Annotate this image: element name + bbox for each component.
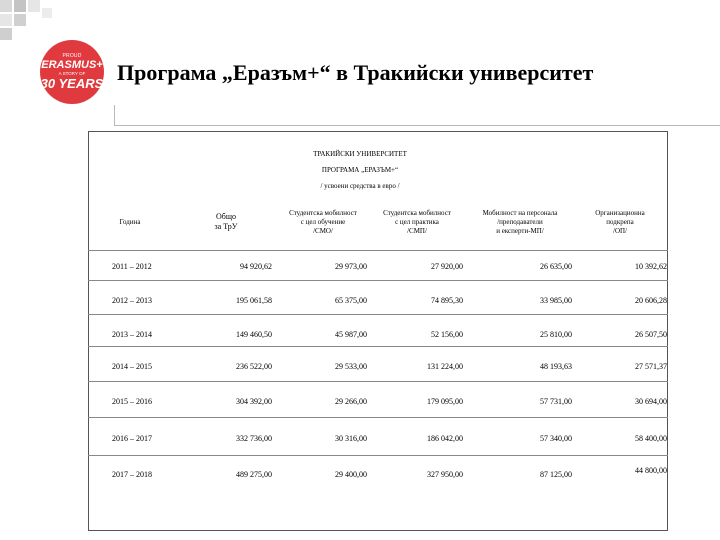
- row-divider: [88, 280, 668, 281]
- cell-total: 236 522,00: [236, 362, 272, 371]
- cell-year: 2016 – 2017: [112, 434, 152, 443]
- row-divider: [88, 250, 668, 251]
- cell-smp: 52 156,00: [431, 330, 463, 339]
- cell-op: 10 392,62: [635, 262, 667, 271]
- cell-smp: 327 950,00: [427, 470, 463, 479]
- cell-total: 304 392,00: [236, 397, 272, 406]
- cell-year: 2015 – 2016: [112, 397, 152, 406]
- cell-smo: 29 533,00: [335, 362, 367, 371]
- cell-op: 44 800,00: [635, 466, 667, 475]
- column-header-2: [278, 209, 368, 236]
- table-frame: [88, 131, 668, 531]
- column-header-line: /СМП/: [407, 227, 427, 235]
- cell-year: 2012 – 2013: [112, 296, 152, 305]
- cell-year: 2017 – 2018: [112, 470, 152, 479]
- cell-year: 2011 – 2012: [112, 262, 152, 271]
- column-header-1: [196, 212, 256, 232]
- logo-line-2: ERASMUS+: [41, 58, 103, 71]
- logo-line-4: 30 YEARS: [40, 76, 104, 92]
- column-header-line: с цел практика: [395, 218, 439, 226]
- column-header-0: [100, 218, 160, 227]
- cell-op: 26 507,50: [635, 330, 667, 339]
- row-divider: [88, 417, 668, 418]
- column-header-line: /СМО/: [313, 227, 333, 235]
- cell-mp: 87 125,00: [540, 470, 572, 479]
- decorative-squares: [0, 0, 60, 45]
- column-header-line: Студентска мобилност: [289, 209, 357, 217]
- row-divider: [88, 455, 668, 456]
- column-header-line: Мобилност на персонала: [482, 209, 558, 217]
- cell-total: 489 275,00: [236, 470, 272, 479]
- cell-smp: 179 095,00: [427, 397, 463, 406]
- cell-op: 30 694,00: [635, 397, 667, 406]
- column-header-5: [580, 209, 660, 236]
- logo-line-1: PROUD: [62, 52, 82, 59]
- cell-year: 2013 – 2014: [112, 330, 152, 339]
- cell-smp: 131 224,00: [427, 362, 463, 371]
- cell-op: 20 606,28: [635, 296, 667, 305]
- cell-smo: 29 266,00: [335, 397, 367, 406]
- cell-total: 195 061,58: [236, 296, 272, 305]
- cell-mp: 25 810,00: [540, 330, 572, 339]
- column-header-line: Общо: [215, 212, 236, 221]
- column-header-3: [372, 209, 462, 236]
- cell-mp: 26 635,00: [540, 262, 572, 271]
- cell-smo: 45 987,00: [335, 330, 367, 339]
- column-header-line: Организационна: [595, 209, 645, 217]
- cell-smo: 29 973,00: [335, 262, 367, 271]
- cell-smp: 27 920,00: [431, 262, 463, 271]
- column-header-line: /преподаватели: [497, 218, 543, 226]
- cell-total: 94 920,62: [240, 262, 272, 271]
- cell-smp: 186 042,00: [427, 434, 463, 443]
- column-header-line: Студентска мобилност: [383, 209, 451, 217]
- table-heading-university: ТРАКИЙСКИ УНИВЕРСИТЕТ: [313, 150, 407, 158]
- cell-smo: 30 316,00: [335, 434, 367, 443]
- logo-line-3: A STORY OF: [58, 70, 86, 76]
- column-header-line: Година: [119, 218, 141, 226]
- cell-smo: 29 400,00: [335, 470, 367, 479]
- table-heading-program: ПРОГРАМА „ЕРАЗЪМ+“: [321, 166, 399, 174]
- cell-total: 332 736,00: [236, 434, 272, 443]
- column-header-line: подкрепа: [606, 218, 634, 226]
- column-header-4: [470, 209, 570, 236]
- cell-smo: 65 375,00: [335, 296, 367, 305]
- column-header-line: за ТрУ: [214, 222, 238, 231]
- row-divider: [88, 381, 668, 382]
- cell-total: 149 460,50: [236, 330, 272, 339]
- cell-mp: 33 985,00: [540, 296, 572, 305]
- cell-year: 2014 – 2015: [112, 362, 152, 371]
- cell-mp: 48 193,63: [540, 362, 572, 371]
- title-vertical-rule: [114, 105, 115, 125]
- column-header-line: с цел обучение: [300, 218, 346, 226]
- column-header-line: и експерти-МП/: [496, 227, 544, 235]
- column-header-line: /ОП/: [613, 227, 627, 235]
- cell-op: 27 571,37: [635, 362, 667, 371]
- cell-mp: 57 731,00: [540, 397, 572, 406]
- erasmus-30-years-logo: [40, 40, 104, 104]
- table-heading-units: / усвоени средства в евро /: [320, 182, 400, 190]
- cell-op: 58 400,00: [635, 434, 667, 443]
- row-divider: [88, 346, 668, 347]
- title-horizontal-rule: [114, 125, 720, 126]
- row-divider: [88, 314, 668, 315]
- slide-title: Програма „Еразъм+“ в Тракийски университет: [117, 60, 594, 85]
- cell-mp: 57 340,00: [540, 434, 572, 443]
- cell-smp: 74 895,30: [431, 296, 463, 305]
